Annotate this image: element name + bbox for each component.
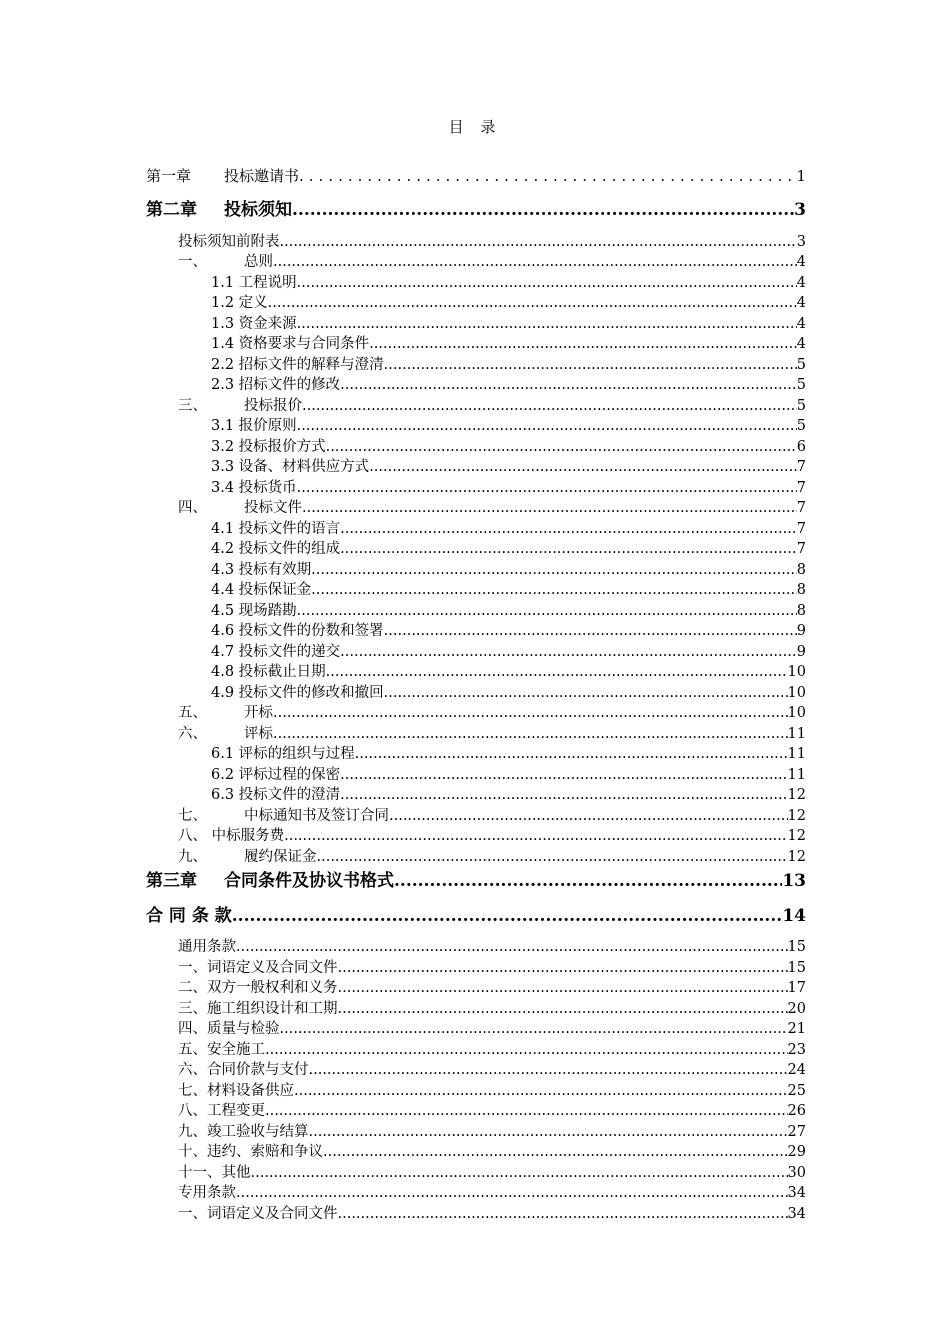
toc-entry-page-number: 4 — [796, 295, 806, 311]
toc-entry-label — [211, 681, 384, 702]
toc-entry-label — [178, 1120, 309, 1141]
toc-entry[interactable] — [211, 332, 806, 353]
toc-entry-title: 3.1 报价原则 — [211, 418, 297, 434]
toc-entry-label — [178, 1181, 236, 1202]
toc-entry[interactable] — [211, 291, 806, 312]
dot-leader — [338, 1206, 788, 1222]
dot-leader — [251, 1165, 788, 1181]
toc-entry-title: 6.3 投标文件的澄清 — [211, 787, 341, 803]
toc-entry-label — [178, 804, 389, 825]
toc-entry[interactable] — [178, 935, 806, 956]
toc-entry-page-number: 7 — [796, 541, 806, 557]
toc-entry-page-number: 12 — [787, 808, 806, 824]
toc-entry[interactable] — [211, 353, 806, 374]
toc-entry-label — [178, 824, 284, 845]
dot-leader — [297, 603, 797, 619]
toc-entry[interactable] — [178, 997, 806, 1018]
toc-entry-page-number: 15 — [787, 960, 806, 976]
toc-entry-label — [178, 1140, 323, 1161]
dot-leader — [302, 500, 797, 516]
toc-entry-label — [211, 783, 340, 804]
toc-entry-page-number: 10 — [787, 664, 806, 680]
dot-leader — [280, 234, 797, 250]
toc-entry-title: 3.3 设备、材料供应方式 — [211, 459, 370, 475]
toc-entry-page-number: 13 — [782, 871, 806, 891]
toc-entry[interactable] — [211, 373, 806, 394]
toc-entry[interactable] — [211, 783, 806, 804]
toc-entry[interactable] — [146, 866, 806, 891]
dot-leader — [311, 562, 797, 578]
toc-entry-page-number: 3 — [796, 234, 806, 250]
toc-entry[interactable] — [211, 414, 806, 435]
dot-leader — [323, 1144, 788, 1160]
toc-entry-title: 评标 — [244, 726, 273, 742]
toc-entry-title: 一、词语定义及合同文件 — [178, 1206, 338, 1222]
toc-entry-page-number: 34 — [787, 1206, 806, 1222]
toc-entry-number: 九、 — [178, 849, 207, 865]
dot-leader — [355, 746, 788, 762]
toc-entry-title: 合同条件及协议书格式 — [224, 871, 394, 891]
dot-leader — [340, 644, 797, 660]
toc-entry-title: 2.2 招标文件的解释与澄清 — [211, 357, 384, 373]
toc-entry-page-number: 10 — [787, 685, 806, 701]
toc-entry-title: 三、施工组织设计和工期 — [178, 1001, 338, 1017]
toc-entry-label — [178, 956, 338, 977]
toc-entry-page-number: 12 — [787, 787, 806, 803]
dot-leader — [236, 1185, 788, 1201]
toc-entry-label — [211, 619, 384, 640]
toc-entry-title: 投标须知前附表 — [178, 234, 280, 250]
toc-entry-page-number: 30 — [787, 1165, 806, 1181]
dot-leader — [384, 357, 797, 373]
toc-entry-title: 4.6 投标文件的份数和签署 — [211, 623, 384, 639]
dot-leader — [294, 1083, 788, 1099]
toc-entry-title: 十、违约、索赔和争议 — [178, 1144, 323, 1160]
dot-leader — [297, 316, 797, 332]
toc-entry[interactable] — [211, 517, 806, 538]
toc-entry-label — [211, 660, 326, 681]
toc-entry-page-number: 6 — [796, 439, 806, 455]
toc-entry-label — [211, 291, 268, 312]
toc-entry-number: 三、 — [178, 398, 207, 414]
toc-entry-number: 一、 — [178, 254, 207, 270]
toc-entry-label — [211, 455, 369, 476]
toc-entry-page-number: 5 — [796, 357, 806, 373]
toc-entry-title: 3.4 投标货币 — [211, 480, 297, 496]
toc-entry-page-number: 12 — [787, 828, 806, 844]
toc-entry-page-number: 9 — [796, 644, 806, 660]
toc-entry-label — [146, 165, 299, 186]
toc-entry-page-number: 23 — [787, 1042, 806, 1058]
toc-entry[interactable] — [146, 195, 806, 220]
toc-entry-title: 6.2 评标过程的保密 — [211, 767, 341, 783]
toc-entry-label — [211, 332, 369, 353]
toc-entry-page-number: 20 — [787, 1001, 806, 1017]
toc-entry-title: 五、安全施工 — [178, 1042, 265, 1058]
toc-entry-page-number: 10 — [787, 705, 806, 721]
toc-entry-title: 八、工程变更 — [178, 1103, 265, 1119]
toc-entry-number: 第一章 — [146, 167, 192, 185]
toc-entry-label — [211, 558, 311, 579]
dot-leader — [384, 685, 788, 701]
toc-entry-number: 第二章 — [146, 200, 197, 220]
dot-leader — [340, 521, 797, 537]
toc-entry[interactable] — [211, 763, 806, 784]
toc-entry[interactable] — [211, 578, 806, 599]
dot-leader — [317, 849, 788, 865]
toc-entry-page-number: 21 — [787, 1021, 806, 1037]
dot-leader — [297, 480, 797, 496]
dot-leader — [394, 871, 782, 891]
toc-entry[interactable] — [178, 701, 806, 722]
toc-entry[interactable] — [211, 271, 806, 292]
toc-entry-page-number: 5 — [796, 398, 806, 414]
dot-leader — [273, 705, 788, 721]
toc-entry-title: 3.2 投标报价方式 — [211, 439, 326, 455]
toc-entry-page-number: 27 — [787, 1124, 806, 1140]
toc-entry-page-number: 4 — [796, 275, 806, 291]
toc-entry[interactable] — [178, 1099, 806, 1120]
toc-entry-label — [178, 1079, 294, 1100]
toc-entry-page-number: 7 — [796, 500, 806, 516]
toc-entry-page-number: 8 — [796, 603, 806, 619]
toc-entry-page-number: 5 — [796, 418, 806, 434]
dot-leader — [297, 418, 797, 434]
toc-entry-title: 四、质量与检验 — [178, 1021, 280, 1037]
dot-leader — [309, 1062, 788, 1078]
toc-entry-label — [178, 976, 338, 997]
toc-entry-page-number: 25 — [787, 1083, 806, 1099]
dot-leader — [340, 541, 797, 557]
toc-entry-page-number: 14 — [782, 906, 806, 926]
toc-entry-label — [211, 578, 311, 599]
toc-entry[interactable] — [178, 824, 806, 845]
toc-entry-page-number: 3 — [794, 200, 806, 220]
toc-entry-label — [178, 394, 302, 415]
toc-entry-page-number: 29 — [787, 1144, 806, 1160]
toc-entry-page-number: 17 — [787, 980, 806, 996]
toc-entry-title: 1.1 工程说明 — [211, 275, 297, 291]
toc-entry-title: 4.2 投标文件的组成 — [211, 541, 341, 557]
toc-entry-title: 二、双方一般权利和义务 — [178, 980, 338, 996]
toc-entry-page-number: 26 — [787, 1103, 806, 1119]
toc-entry-label — [211, 517, 340, 538]
toc-entry-title: 2.3 招标文件的修改 — [211, 377, 341, 393]
dot-leader — [326, 439, 797, 455]
toc-entry[interactable] — [178, 1038, 806, 1059]
toc-entry-label — [211, 373, 340, 394]
toc-entry[interactable] — [178, 230, 806, 251]
toc-entry-title: 总则 — [244, 254, 273, 270]
toc-entry-label — [146, 901, 232, 926]
toc-entry[interactable] — [178, 976, 806, 997]
toc-entry-number: 七、 — [178, 808, 207, 824]
toc-entry-title: 1.3 资金来源 — [211, 316, 297, 332]
toc-entry-label — [178, 230, 280, 251]
toc-entry-label — [211, 271, 297, 292]
dot-leader — [338, 1001, 788, 1017]
toc-entry-label — [178, 1038, 265, 1059]
toc-entry-title: 4.1 投标文件的语言 — [211, 521, 341, 537]
toc-entry-page-number: 4 — [796, 316, 806, 332]
toc-entry-label — [211, 414, 297, 435]
toc-entry[interactable] — [178, 722, 806, 743]
toc-entry-label — [211, 763, 340, 784]
dot-leader — [338, 960, 788, 976]
dot-leader — [311, 582, 797, 598]
toc-entry-title: 十一、其他 — [178, 1165, 251, 1181]
toc-entry-title: 投标邀请书 — [224, 167, 300, 185]
toc-entry-label — [178, 496, 302, 517]
toc-entry-label — [211, 353, 384, 374]
toc-entry-page-number: 12 — [787, 849, 806, 865]
toc-entry-label — [178, 250, 273, 271]
dot-leader — [338, 980, 788, 996]
toc-entry-title: 4.7 投标文件的递交 — [211, 644, 341, 660]
toc-entry-title: 通用条款 — [178, 939, 236, 955]
toc-entry-title: 4.5 现场踏勘 — [211, 603, 297, 619]
toc-entry-number: 四、 — [178, 500, 207, 516]
dot-leader — [284, 828, 787, 844]
dot-leader — [369, 336, 797, 352]
toc-entry-title: 合 同 条 款 — [146, 906, 232, 926]
toc-entry[interactable] — [211, 312, 806, 333]
toc-entry-title: 六、合同价款与支付 — [178, 1062, 309, 1078]
toc-entry-label — [211, 599, 297, 620]
toc-entry[interactable] — [211, 681, 806, 702]
toc-entry[interactable] — [178, 250, 806, 271]
toc-entry[interactable] — [178, 496, 806, 517]
toc-entry[interactable] — [211, 455, 806, 476]
toc-entry-number: 五、 — [178, 705, 207, 721]
toc-entry-title: 专用条款 — [178, 1185, 236, 1201]
toc-entry[interactable] — [178, 956, 806, 977]
toc-entry[interactable] — [211, 640, 806, 661]
toc-entry-page-number: 7 — [796, 459, 806, 475]
dot-leader — [299, 167, 796, 185]
toc-entry-label — [146, 195, 292, 220]
toc-entry-number: 六、 — [178, 726, 207, 742]
toc-entry-label — [178, 997, 338, 1018]
toc-entry-title: 九、竣工验收与结算 — [178, 1124, 309, 1140]
toc-entry-page-number: 4 — [796, 254, 806, 270]
toc-entry-title: 1.4 资格要求与合同条件 — [211, 336, 370, 352]
toc-entry-title: 八、 中标服务费 — [178, 828, 285, 844]
toc-entry[interactable] — [211, 558, 806, 579]
dot-leader — [265, 1103, 788, 1119]
toc-entry[interactable] — [211, 742, 806, 763]
toc-entry-title: 4.3 投标有效期 — [211, 562, 312, 578]
dot-leader — [273, 726, 788, 742]
dot-leader — [302, 398, 797, 414]
toc-entry-label — [178, 1017, 280, 1038]
toc-entry-page-number: 11 — [787, 726, 806, 742]
toc-entry-label — [178, 1202, 338, 1223]
toc-entry-page-number: 4 — [796, 336, 806, 352]
toc-entry-label — [146, 866, 394, 891]
toc-entry-page-number: 7 — [796, 521, 806, 537]
toc-entry-title: 1.2 定义 — [211, 295, 268, 311]
toc-entry-label — [178, 722, 273, 743]
toc-entry-page-number: 34 — [787, 1185, 806, 1201]
toc-entry-title: 4.8 投标截止日期 — [211, 664, 326, 680]
toc-entry-title: 投标文件 — [244, 500, 302, 516]
toc-entry-label — [211, 435, 326, 456]
dot-leader — [273, 254, 797, 270]
toc-entry[interactable] — [211, 599, 806, 620]
toc-entry-page-number: 7 — [796, 480, 806, 496]
toc-entry-label — [211, 312, 297, 333]
toc-entry-label — [178, 1058, 309, 1079]
toc-entry-label — [178, 935, 236, 956]
toc-entry-label — [178, 701, 273, 722]
toc-entry[interactable] — [211, 660, 806, 681]
toc-entry[interactable] — [178, 1202, 806, 1223]
toc-entry-page-number: 9 — [796, 623, 806, 639]
toc-entry-page-number: 8 — [796, 582, 806, 598]
toc-entry-page-number: 11 — [787, 746, 806, 762]
toc-entry[interactable] — [211, 435, 806, 456]
dot-leader — [268, 295, 797, 311]
toc-entry-page-number: 11 — [787, 767, 806, 783]
toc-entry-page-number: 15 — [787, 939, 806, 955]
toc-entry-title: 投标须知 — [224, 200, 292, 220]
dot-leader — [280, 1021, 788, 1037]
toc-entry-title: 履约保证金 — [244, 849, 317, 865]
dot-leader — [340, 767, 787, 783]
toc-entry[interactable] — [211, 619, 806, 640]
toc-entry-page-number: 1 — [796, 167, 806, 185]
toc-entry[interactable] — [211, 476, 806, 497]
toc-entry[interactable] — [146, 165, 806, 186]
toc-entry-page-number: 5 — [796, 377, 806, 393]
toc-entry[interactable] — [178, 1140, 806, 1161]
dot-leader — [340, 787, 787, 803]
toc-entry-label — [211, 640, 340, 661]
toc-entry-label — [211, 476, 297, 497]
dot-leader — [389, 808, 788, 824]
toc-entry-title: 6.1 评标的组织与过程 — [211, 746, 355, 762]
dot-leader — [236, 939, 788, 955]
toc-entry-page-number: 24 — [787, 1062, 806, 1078]
dot-leader — [384, 623, 797, 639]
toc-entry[interactable] — [178, 394, 806, 415]
toc-entry-title: 七、材料设备供应 — [178, 1083, 294, 1099]
toc-entry-title: 4.9 投标文件的修改和撤回 — [211, 685, 384, 701]
toc-entry[interactable] — [146, 901, 806, 926]
toc-entry[interactable] — [178, 1079, 806, 1100]
toc-entry-label — [178, 845, 317, 866]
toc-entry[interactable] — [211, 537, 806, 558]
toc-entry-label — [178, 1099, 265, 1120]
toc-entry[interactable] — [178, 1161, 806, 1182]
toc-entry[interactable] — [178, 1017, 806, 1038]
dot-leader — [297, 275, 797, 291]
toc-entry-title: 4.4 投标保证金 — [211, 582, 312, 598]
toc-entry-number: 第三章 — [146, 871, 197, 891]
toc-entry-title: 开标 — [244, 705, 273, 721]
toc-entry[interactable] — [178, 1181, 806, 1202]
toc-entry-label — [211, 537, 340, 558]
toc-entry[interactable] — [178, 804, 806, 825]
dot-leader — [369, 459, 797, 475]
toc-entry[interactable] — [178, 845, 806, 866]
dot-leader — [326, 664, 788, 680]
dot-leader — [292, 200, 794, 220]
toc-title: 目 录 — [448, 118, 502, 136]
toc-entry-label — [178, 1161, 251, 1182]
toc-entry[interactable] — [178, 1058, 806, 1079]
dot-leader — [309, 1124, 788, 1140]
dot-leader — [340, 377, 797, 393]
toc-entry-title: 中标通知书及签订合同 — [244, 808, 389, 824]
toc-entry[interactable] — [178, 1120, 806, 1141]
toc-entry-title: 投标报价 — [244, 398, 302, 414]
dot-leader — [232, 906, 783, 926]
toc-entry-title: 一、词语定义及合同文件 — [178, 960, 338, 976]
dot-leader — [265, 1042, 788, 1058]
toc-entry-page-number: 8 — [796, 562, 806, 578]
toc-entry-label — [211, 742, 355, 763]
